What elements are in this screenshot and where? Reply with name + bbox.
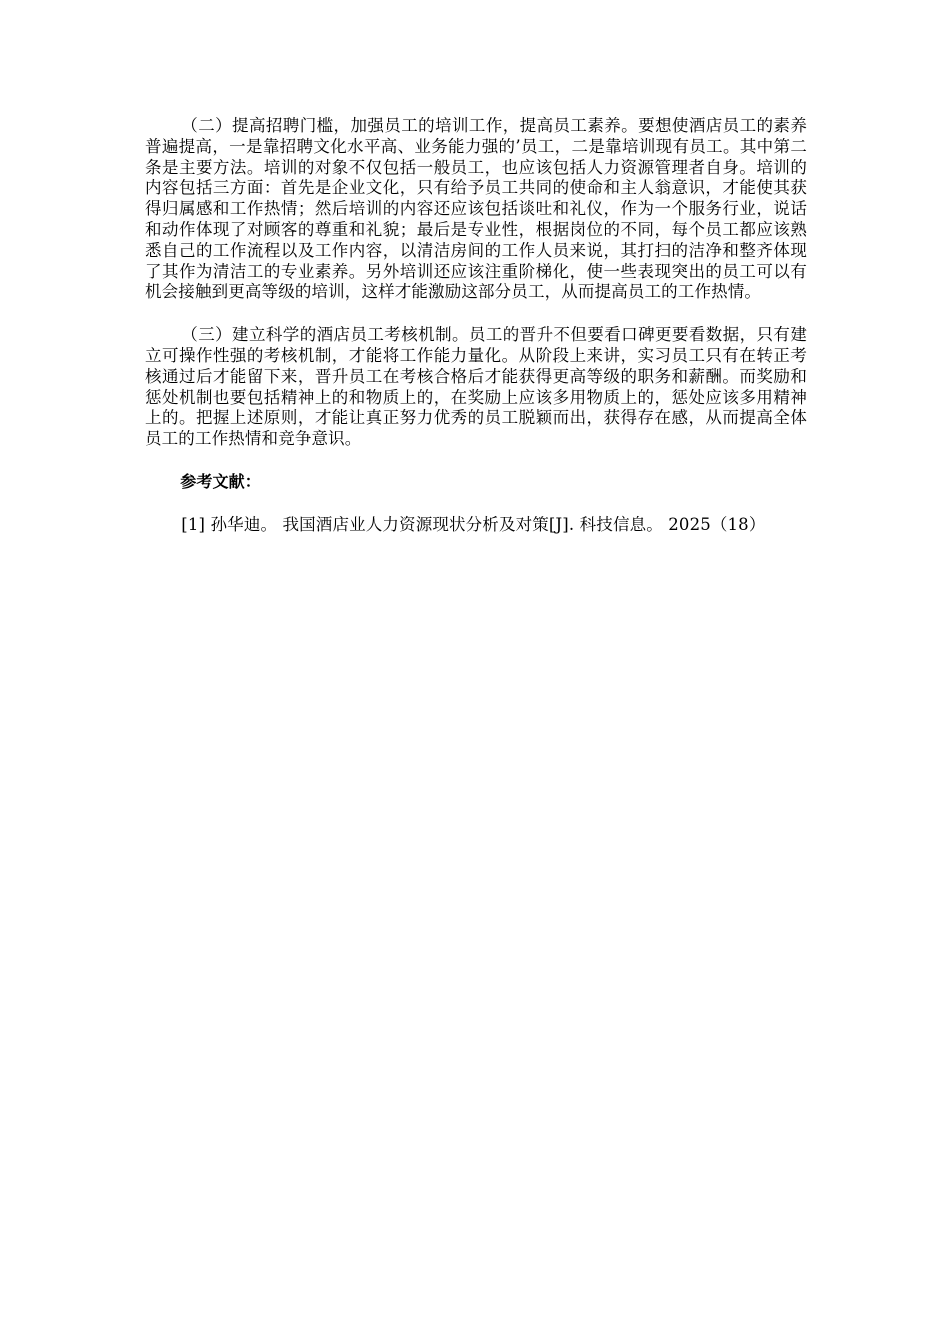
- references-heading: 参考文献：: [180, 471, 261, 491]
- paragraph-spacer: [145, 303, 807, 325]
- document-body: [145, 116, 807, 536]
- paragraph-training: （二）提高招聘门槛，加强员工的培训工作，提高员工素养。要想使酒店员工的素养普遍提高，一是靠招聘文化水平高、业务能力强的’员工，二是靠培训现有员工。其中第二条是主要方法。培训的对象不仅包括一般员工，也应该包括人力资源管理者自身。培训的内容包括三方面：首先是企业文化，只有给予员工共同的使命和主人翁意识，才能使其获得归属感和工作热情；然后培训的内容还应该包括谈吐和礼仪，作为一个服务行业，说话和动作体现了对顾客的尊重和礼貌；最后是专业性，根据岗位的不同，每个员工都应该熟悉自己的工作流程以及工作内容，以清洁房间的工作人员来说，其打扫的洁净和整齐体现了其作为清洁工的专业素养。另外培训还应该注重阶梯化，使一些表现突出的员工可以有机会接触到更高等级的培训，这样才能激励这部分员工，从而提高员工的工作热情。: [145, 116, 807, 302]
- reference-item: [1] 孙华迪。 我国酒店业人力资源现状分析及对策[J]. 科技信息。 2025（18）: [181, 514, 766, 534]
- paragraph-assessment: （三）建立科学的酒店员工考核机制。员工的晋升不但要看口碑更要看数据，只有建立可操作性强的考核机制，才能将工作能力量化。从阶段上来讲，实习员工只有在转正考核通过后才能留下来，晋升员工在考核合格后才能获得更高等级的职务和薪酬。而奖励和惩处机制也要包括精神上的和物质上的，在奖励上应该多用物质上的，惩处应该多用精神上的。把握上述原则，才能让真正努力优秀的员工脱颖而出，获得存在感，从而提高全体员工的工作热情和竞争意识。: [145, 325, 807, 449]
- paragraph-spacer: [145, 450, 807, 472]
- paragraph-spacer: [145, 493, 807, 515]
